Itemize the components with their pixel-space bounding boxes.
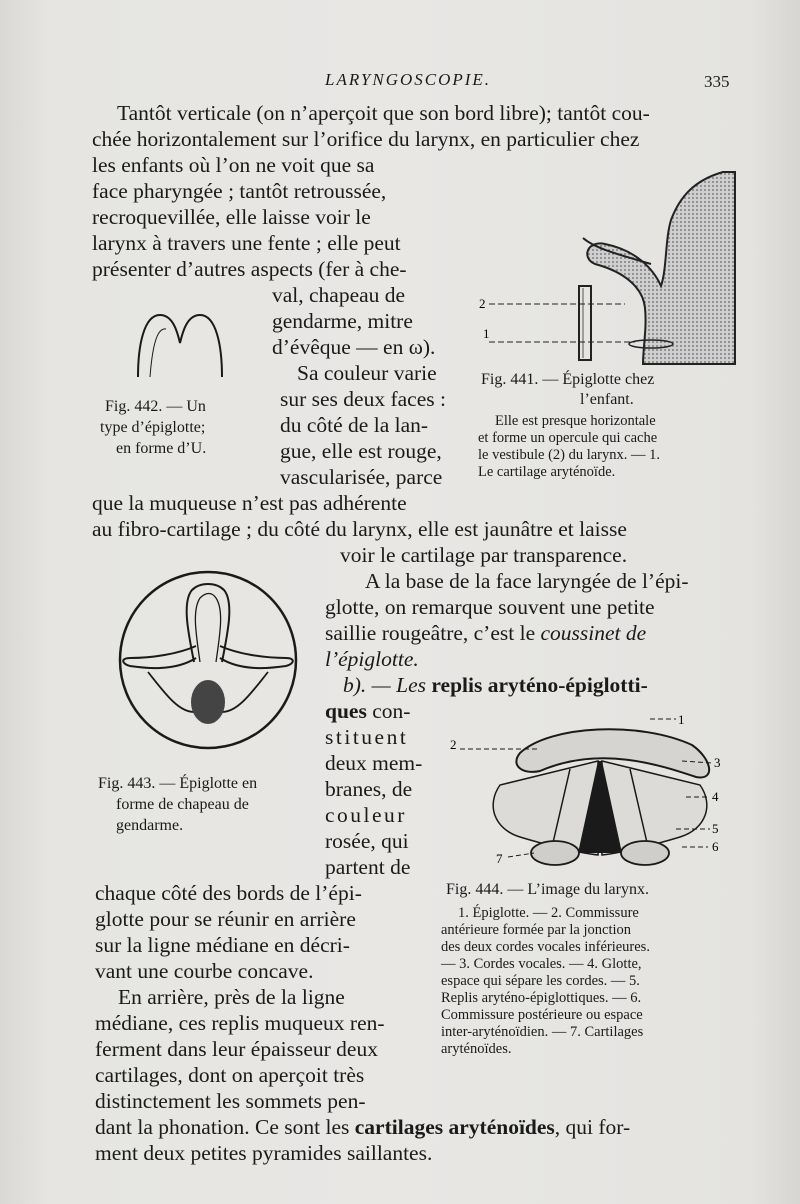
- fig444-label-4: 4: [712, 789, 719, 804]
- text-line: sur la ligne médiane en décri-: [95, 933, 350, 957]
- text-line: A la base de la face laryngée de l’épi-: [365, 569, 689, 593]
- text-line: chée horizontalement sur l’orifice du larynx, en particulier chez: [92, 127, 640, 151]
- figure-description: inter-aryténoïdien. — 7. Cartilages: [441, 1024, 644, 1040]
- text-line: Tantôt verticale (on n’aperçoit que son bord libre); tantôt cou-: [117, 101, 650, 125]
- text-line: recroquevillée, elle laisse voir le: [92, 205, 371, 229]
- text-line: stituent: [325, 725, 409, 749]
- text-line: présenter d’autres aspects (fer à che-: [92, 257, 407, 281]
- text-line: [343, 672, 648, 698]
- text-span: con-: [366, 699, 411, 723]
- text-line: cartilages, dont on aperçoit très: [95, 1063, 365, 1087]
- figure-caption: Fig. 443. — Épiglotte en: [98, 775, 258, 792]
- text-line: au fibro-cartilage ; du côté du larynx, elle est jaunâtre et laisse: [92, 517, 627, 541]
- text-line: [325, 620, 646, 646]
- text-line: face pharyngée ; tantôt retroussée,: [92, 179, 387, 203]
- text-line: branes, de: [325, 777, 413, 801]
- text-line: Sa couleur varie: [297, 361, 437, 385]
- text-line: voir le cartilage par transparence.: [340, 543, 628, 567]
- figure-description: Replis aryténo-épiglottiques. — 6.: [441, 990, 642, 1006]
- text-line: sur ses deux faces :: [280, 387, 446, 411]
- text-line: médiane, ces replis muqueux ren-: [95, 1011, 385, 1035]
- figure-description: antérieure formée par la jonction: [441, 922, 632, 938]
- text-line: les enfants où l’on ne voit que sa: [92, 153, 375, 177]
- figure-caption: Fig. 442. — Un: [105, 398, 206, 415]
- text-line: larynx à travers une fente ; elle peut: [92, 231, 401, 255]
- text-line: couleur: [325, 803, 407, 827]
- fig444-label-2: 2: [450, 737, 457, 752]
- text-span: saillie rougeâtre, c’est le: [325, 621, 541, 645]
- figure-caption: l’enfant.: [580, 391, 634, 408]
- figure-caption: en forme d’U.: [116, 440, 207, 457]
- figure-caption: gendarme.: [116, 817, 184, 834]
- bold-term: replis aryténo-épiglotti-: [431, 673, 648, 697]
- fig441-label-2: 2: [479, 296, 486, 311]
- text-line: En arrière, près de la ligne: [118, 985, 345, 1009]
- figure-441-drawing: [475, 168, 740, 368]
- page-number: 335: [704, 72, 730, 91]
- figure-443-drawing: [108, 562, 308, 762]
- fig444-label-6: 6: [712, 839, 719, 854]
- fig441-label-1: 1: [483, 326, 490, 341]
- figure-description: 1. Épiglotte. — 2. Commissure: [458, 905, 639, 921]
- text-line: du côté de la lan-: [280, 413, 429, 437]
- text-line: vascularisée, parce: [280, 465, 443, 489]
- text-line: gue, elle est rouge,: [280, 439, 442, 463]
- text-line: partent de: [325, 855, 411, 879]
- figure-description: aryténoïdes.: [441, 1041, 512, 1057]
- figure-description: le vestibule (2) du larynx. — 1.: [478, 447, 661, 463]
- fig444-label-1: 1: [678, 712, 685, 727]
- figure-caption: type d’épiglotte;: [100, 419, 206, 436]
- text-line: [325, 698, 410, 724]
- text-line: deux mem-: [325, 751, 423, 775]
- figure-description: Le cartilage aryténoïde.: [478, 464, 616, 480]
- text-line: [95, 1114, 630, 1140]
- figure-description: espace qui sépare les cordes. — 5.: [441, 973, 640, 989]
- italic-term: l’épiglotte.: [325, 647, 419, 671]
- figure-description: Commissure postérieure ou espace: [441, 1007, 643, 1023]
- bold-term: ques: [325, 699, 367, 723]
- text-span: b). — Les: [343, 673, 432, 697]
- text-line: chaque côté des bords de l’épi-: [95, 881, 362, 905]
- text-line: rosée, qui: [325, 829, 409, 853]
- figure-caption: Fig. 441. — Épiglotte chez: [481, 371, 655, 388]
- figure-caption: Fig. 444. — L’image du larynx.: [446, 881, 649, 898]
- text-line: d’évêque — en ω).: [272, 335, 436, 359]
- figure-442-drawing: [130, 305, 230, 380]
- figure-444-drawing: [450, 705, 750, 875]
- figure-description: des deux cordes vocales inférieures.: [441, 939, 650, 955]
- text-line: ferment dans leur épaisseur deux: [95, 1037, 378, 1061]
- text-line: vant une courbe concave.: [95, 959, 314, 983]
- fig444-label-3: 3: [714, 755, 721, 770]
- text-line: que la muqueuse n’est pas adhérente: [92, 491, 407, 515]
- text-line: val, chapeau de: [272, 283, 406, 307]
- running-title: LARYNGOSCOPIE.: [325, 70, 492, 89]
- figure-caption: forme de chapeau de: [116, 796, 249, 813]
- text-span: dant la phonation. Ce sont les: [95, 1115, 355, 1139]
- figure-description: Elle est presque horizontale: [495, 413, 656, 429]
- italic-term: coussinet de: [540, 621, 647, 645]
- text-line: glotte pour se réunir en arrière: [95, 907, 356, 931]
- bold-term: cartilages aryténoïdes: [354, 1115, 555, 1139]
- figure-description: — 3. Cordes vocales. — 4. Glotte,: [441, 956, 642, 972]
- text-line: gendarme, mitre: [272, 309, 413, 333]
- fig444-label-5: 5: [712, 821, 719, 836]
- text-line: ment deux petites pyramides saillantes.: [95, 1141, 433, 1165]
- text-line: glotte, on remarque souvent une petite: [325, 595, 655, 619]
- text-line: distinctement les sommets pen-: [95, 1089, 366, 1113]
- text-span: , qui for-: [554, 1115, 631, 1139]
- fig444-label-7: 7: [496, 851, 503, 866]
- figure-description: et forme un opercule qui cache: [478, 430, 658, 446]
